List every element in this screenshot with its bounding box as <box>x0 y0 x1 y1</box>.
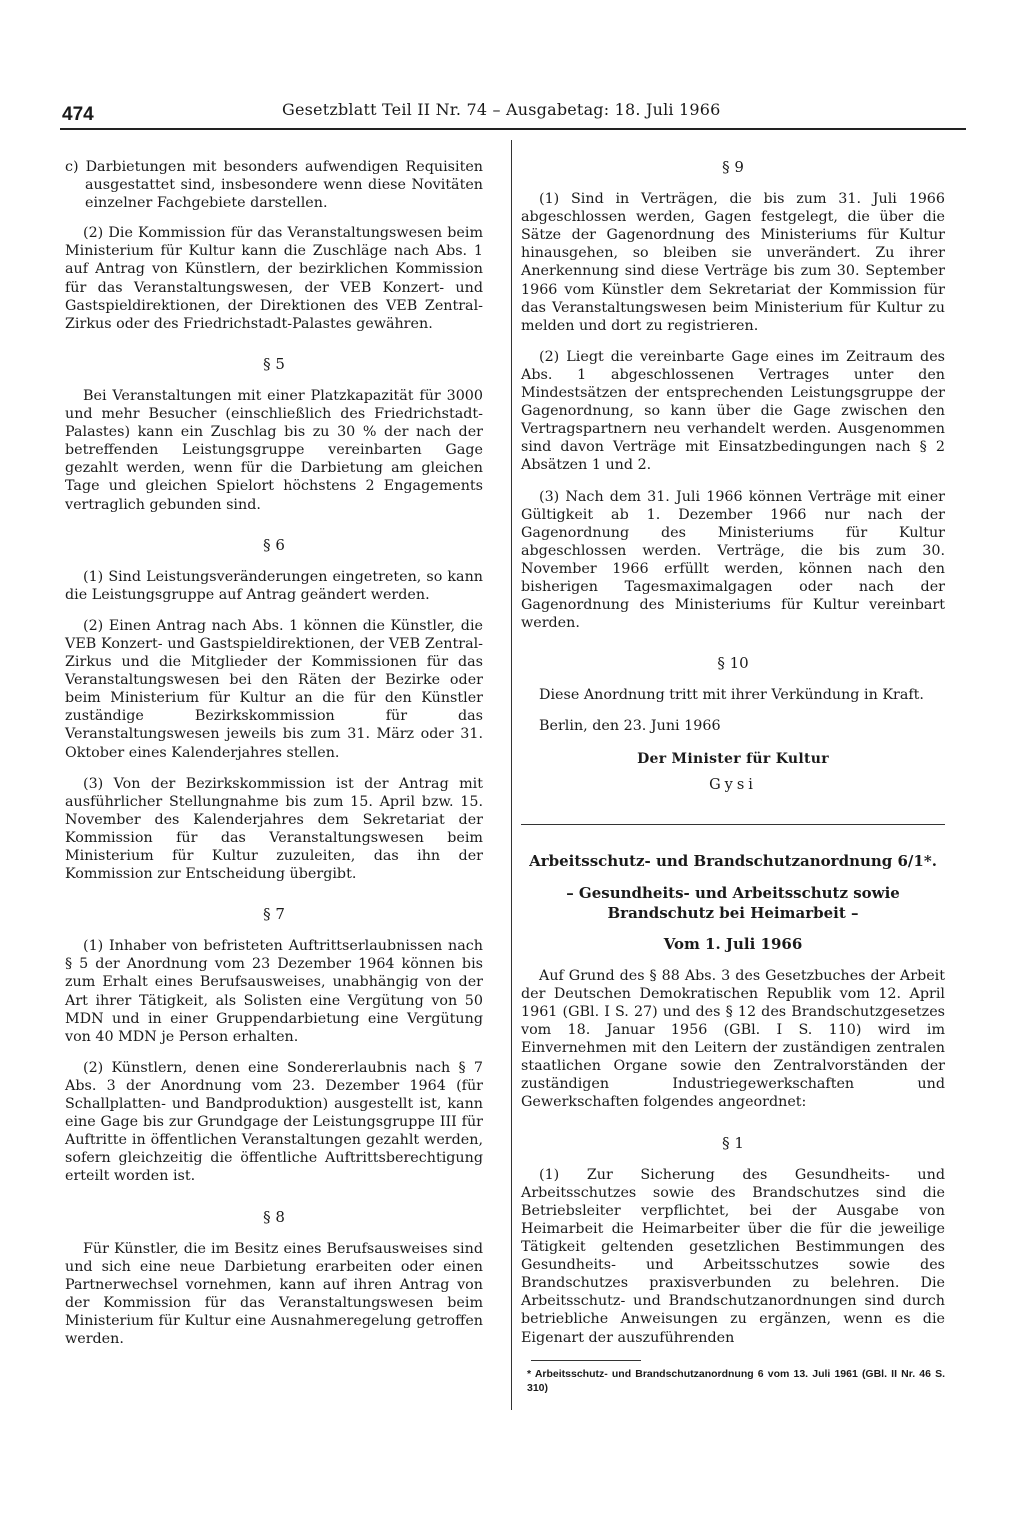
section-10-text: Diese Anordnung tritt mit ihrer Verkündung in Kraft. <box>539 687 924 704</box>
section-9-paragraph-1: (1) Sind in Verträgen, die bis zum 31. Juli 1966 abgeschlossen werden, Gagen festgelegt, die über die Sätze der Gagenordnung des Ministeriums für Kultur hinausgehen, so bleiben sie unverändert. Zu ihrer Anerkennung sind diese Verträge bis zum 30. September 1966 vom Künstler dem Sekretariat der Kommission für das Veranstaltungswesen beim Ministerium für Kultur zu melden und dort zu registrieren. <box>521 191 945 334</box>
section-6-paragraph-2: (2) Einen Antrag nach Abs. 1 können die Künstler, die VEB Konzert- und Gastspieldirektionen, der VEB Zentral-Zirkus und die Mitglieder der Kommissionen für das Veranstaltungswesen bei den Räten der Bezirke oder beim Ministerium für Kultur an die für den Künstler zuständige Bezirkskommission für das Veranstaltungswesen jeweils bis zum 31. März oder 31. Oktober eines Kalenderjahres stellen. <box>65 617 483 761</box>
footnote: * Arbeitsschutz- und Brandschutzanordnung 6 vom 13. Juli 1961 (GBl. II Nr. 46 S. 310) <box>527 1367 945 1394</box>
date-line: Berlin, den 23. Juni 1966 <box>539 718 721 735</box>
gazette-header-title: Gesetzblatt Teil II Nr. 74 – Ausgabetag: 18. Juli 1966 <box>282 100 721 119</box>
signature-name: Gysi <box>709 776 757 793</box>
page-number: 474 <box>62 104 94 125</box>
section-8-heading: § 8 <box>263 1207 285 1226</box>
page-header <box>60 100 966 130</box>
section-7-paragraph-1: (1) Inhaber von befristeten Auftrittserlaubnissen nach § 5 der Anordnung vom 23 Dezember 1964 können bis zum Erhalt eines Berufsausweises, unabhängig von der Art ihrer Tätigkeit, als Solisten eine Vergütung von 50 MDN und in einer Gruppendarbietung eine Vergütung von 40 MDN je Person erhalten. <box>65 938 483 1045</box>
section-10-heading: § 10 <box>717 654 749 673</box>
section-7-paragraph-2: (2) Künstlern, denen eine Sondererlaubnis nach § 7 Abs. 3 der Anordnung vom 23. Dezember 1964 (für Schallplatten- und Bandproduktion) ausgestellt ist, kann eine Gage bis zur Grundgage der Leistungsgruppe III für Auftritte in öffentlichen Veranstaltungen gezahlt werden, sofern gleichzeitig die öffentliche Auftrittsberechtigung erteilt worden ist. <box>65 1059 483 1185</box>
section-9-paragraph-3: (3) Nach dem 31. Juli 1966 können Verträge mit einer Gültigkeit ab 1. Dezember 1966 nur nach der Gagenordnung des Ministeriums für Kultur abgeschlossen werden. Verträge, die bis zum 30. November 1966 erfüllt werden, können nach den bisherigen Tagesmaximalgagen oder nach der Gagenordnung des Ministeriums für Kultur vereinbart werden. <box>521 488 945 632</box>
section-5-heading: § 5 <box>263 354 285 373</box>
footnote-rule <box>531 1360 641 1361</box>
ordinance-date: Vom 1. Juli 1966 <box>663 934 803 953</box>
right-column <box>521 158 945 1395</box>
section-8-text: Für Künstler, die im Besitz eines Berufsausweises sind und sich eine neue Darbietung erarbeiten oder einen Partnerwechsel vornehmen, kann auf ihren Antrag von der Kommission für das Veranstaltungswesen beim Ministerium für Kultur eine Ausnahmeregelung getroffen werden. <box>65 1240 483 1348</box>
ordinance-title: Arbeitsschutz- und Brandschutzanordnung 6/1*. <box>529 851 937 870</box>
column-divider <box>511 140 512 1410</box>
section-5-text: Bei Veranstaltungen mit einer Platzkapazität für 3000 und mehr Besucher (einschließlich des Friedrichstadt-Palastes) kann ein Zuschlag bis zu 30 % der nach der betreffenden Leistungsgruppe vereinbarten Gage gezahlt werden, wenn für die Darbietung am gleichen Tage und gleichen Spielort höchstens 2 Engagements vertraglich gebunden sind. <box>65 387 483 513</box>
signature-title: Der Minister für Kultur <box>637 750 829 767</box>
preamble: Auf Grund des § 88 Abs. 3 des Gesetzbuches der Arbeit der Deutschen Demokratischen Republik vom 12. April 1961 (GBl. I S. 27) und des § 12 des Brandschutzgesetzes vom 18. Januar 1956 (GBl. I S. 110) wird im Einvernehmen mit den Leitern der zuständigen zentralen staatlichen Organe sowie den Zentralvorständen der zuständigen Industriegewerkschaften und Gewerkschaften folgendes angeordnet: <box>521 967 945 1111</box>
section-9-paragraph-2: (2) Liegt die vereinbarte Gage eines im Zeitraum des Abs. 1 abgeschlossenen Vertrages unter den Mindestsätzen der entsprechenden Leistungsgruppe der Gagenordnung, so kann über die Gage zwischen den Vertragspartnern neu verhandelt werden. Ausgenommen sind davon Verträge mit Einsatzbedingungen nach § 2 Absätzen 1 und 2. <box>521 348 945 474</box>
item-c: c) Darbietungen mit besonders aufwendigen Requisiten ausgestattet sind, insbesondere wenn diese Novitäten einzelner Fachgebiete darstellen. <box>65 159 483 212</box>
paragraph-4-2: (2) Die Kommission für das Veranstaltungswesen beim Ministerium für Kultur kann die Zuschläge nach Abs. 1 auf Antrag von Künstlern, der bezirklichen Kommission für das Veranstaltungswesen, der VEB Konzert- und Gastspieldirektionen, der Direktionen des VEB Zentral-Zirkus oder des Friedrichstadt-Palastes gewähren. <box>65 225 483 332</box>
section-6-paragraph-1: (1) Sind Leistungsveränderungen eingetreten, so kann die Leistungsgruppe auf Antrag geändert werden. <box>65 568 483 603</box>
ordinance-subtitle: – Gesundheits- und Arbeitsschutz sowie Brandschutz bei Heimarbeit – <box>566 883 900 922</box>
section-6-heading: § 6 <box>263 535 285 554</box>
section-1-heading: § 1 <box>722 1133 744 1152</box>
section-separator <box>521 824 945 825</box>
header-rule <box>60 128 966 130</box>
section-7-heading: § 7 <box>263 905 285 924</box>
section-1-paragraph-1: (1) Zur Sicherung des Gesundheits- und Arbeitsschutzes sowie des Brandschutzes sind die Betriebsleiter verpflichtet, bei der Ausgabe von Heimarbeit die Heimarbeiter über die für die jeweilige Tätigkeit geltenden gesetzlichen Bestimmungen des Gesundheits- und Arbeitsschutzes sowie des Brandschutzes praxisverbunden zu belehren. Die Arbeitsschutz- und Brandschutzanordnungen sind durch betriebliche Anweisungen zu ergänzen, wenn es die Eigenart der auszuführenden <box>521 1166 945 1346</box>
section-9-heading: § 9 <box>722 158 744 176</box>
left-column <box>65 158 483 1361</box>
section-6-paragraph-3: (3) Von der Bezirkskommission ist der Antrag mit ausführlicher Stellungnahme bis zum 15. April bzw. 15. November des Kalenderjahres dem Sekretariat der Kommission für das Veranstaltungswesen beim Ministerium für Kultur zuzuleiten, das ihn der Kommission zur Entscheidung übergibt. <box>65 775 483 883</box>
